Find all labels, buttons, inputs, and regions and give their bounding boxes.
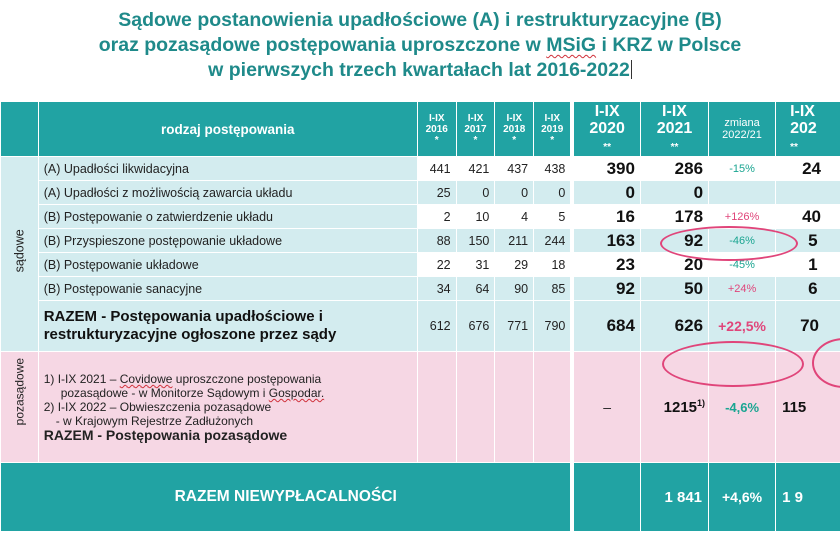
cell-2021: 286 bbox=[640, 157, 708, 181]
insolvency-table bbox=[0, 101, 840, 532]
title-msig-word: MSiG bbox=[546, 34, 597, 56]
total-2022: 70 bbox=[776, 301, 840, 352]
cell-2016: 88 bbox=[417, 229, 456, 253]
note-1c: uproszczone postępowania bbox=[172, 372, 322, 386]
header-2019-a: I-IX bbox=[544, 112, 561, 124]
cell-change: -46% bbox=[709, 229, 776, 253]
header-2016-b: 2016 bbox=[425, 123, 448, 135]
note-3: 2) I-IX 2022 – Obwieszczenia pozasądowe bbox=[43, 400, 272, 414]
cell-2017: 64 bbox=[456, 277, 495, 301]
total-2017: 676 bbox=[456, 301, 495, 352]
total-insolvency-row bbox=[1, 463, 840, 532]
header-2022-s: ** bbox=[790, 141, 798, 153]
poz-change: -4,6% bbox=[709, 352, 776, 463]
row-label: (A) Upadłości z możliwością zawarcia układu bbox=[38, 181, 417, 205]
total-insolvency-2020 bbox=[572, 463, 640, 532]
header-2021-b: 2021 bbox=[656, 119, 693, 137]
header-2020 bbox=[572, 102, 640, 157]
cell-change bbox=[709, 181, 776, 205]
cell-2016: 441 bbox=[417, 157, 456, 181]
row-label: (B) Postępowanie sanacyjne bbox=[38, 277, 417, 301]
cell-2022: 1 bbox=[776, 253, 840, 277]
note-2 bbox=[44, 386, 417, 400]
header-2017 bbox=[456, 102, 495, 157]
cell-2017: 0 bbox=[456, 181, 495, 205]
table-row bbox=[1, 157, 840, 181]
out-of-court-total-label: RAZEM - Postępowania pozasądowe bbox=[43, 427, 288, 443]
cell-2019: 0 bbox=[534, 181, 573, 205]
cell-2018: 4 bbox=[495, 205, 534, 229]
header-2017-b: 2017 bbox=[464, 123, 487, 135]
cell-2017: 10 bbox=[456, 205, 495, 229]
total-2016: 612 bbox=[417, 301, 456, 352]
title-line-2a: oraz pozasądowe postępowania uproszczone w bbox=[98, 34, 547, 56]
header-2021-a: I-IX bbox=[662, 102, 687, 120]
cell-2022: 6 bbox=[776, 277, 840, 301]
cell-2020: 390 bbox=[572, 157, 640, 181]
note-2a: pozasądowe - w Monitorze Sądowym i bbox=[60, 386, 269, 400]
table-row bbox=[1, 277, 840, 301]
total-2021: 626 bbox=[640, 301, 708, 352]
cell-change: +126% bbox=[709, 205, 776, 229]
row-label: (B) Przyspieszone postępowanie układowe bbox=[38, 229, 417, 253]
total-insolvency-2021: 1 841 bbox=[640, 463, 708, 532]
out-of-court-row bbox=[1, 352, 840, 463]
header-2020-a: I-IX bbox=[594, 102, 620, 120]
poz-2021-footnote: 1) bbox=[697, 398, 706, 408]
cell-2016: 2 bbox=[417, 205, 456, 229]
note-1-covid-word: Covidowe bbox=[119, 372, 173, 386]
cell-2017: 421 bbox=[456, 157, 495, 181]
poz-2019 bbox=[534, 352, 573, 463]
cell-2022: 24 bbox=[776, 157, 840, 181]
header-2022-a: I-IX bbox=[790, 102, 815, 120]
cell-2021: 178 bbox=[640, 205, 708, 229]
note-2-gospodar-word: Gospodar. bbox=[268, 386, 325, 400]
total-court-label bbox=[38, 301, 417, 352]
note-4: - w Krajowym Rejestrze Zadłużonych bbox=[55, 414, 254, 428]
cell-2020: 92 bbox=[572, 277, 640, 301]
total-2020: 684 bbox=[572, 301, 640, 352]
cell-2017: 31 bbox=[456, 253, 495, 277]
cell-change: +24% bbox=[709, 277, 776, 301]
cell-change: -45% bbox=[709, 253, 776, 277]
total-court-row bbox=[1, 301, 840, 352]
cell-2017: 150 bbox=[456, 229, 495, 253]
cell-2020: 0 bbox=[572, 181, 640, 205]
header-2019-b: 2019 bbox=[541, 123, 564, 135]
header-2018-b: 2018 bbox=[503, 123, 526, 135]
cell-2019: 5 bbox=[534, 205, 573, 229]
cell-2021: 20 bbox=[640, 253, 708, 277]
header-2020-b: 2020 bbox=[589, 119, 625, 137]
side-label-out-of-court-text: pozasądowe bbox=[12, 357, 27, 426]
poz-2018 bbox=[495, 352, 534, 463]
header-corner bbox=[1, 102, 39, 157]
cell-2016: 34 bbox=[417, 277, 456, 301]
out-of-court-text bbox=[39, 372, 417, 442]
total-court-label-2: restrukturyzacyjne ogłoszone przez sądy bbox=[43, 326, 337, 343]
side-label-out-of-court bbox=[1, 352, 39, 463]
header-2016 bbox=[417, 102, 456, 157]
cell-2019: 438 bbox=[534, 157, 573, 181]
header-change-a: zmiana bbox=[724, 117, 760, 129]
row-label: (A) Upadłości likwidacyjna bbox=[38, 157, 417, 181]
cell-2019: 18 bbox=[534, 253, 573, 277]
cell-2018: 0 bbox=[495, 181, 534, 205]
total-insolvency-2022: 1 9 bbox=[776, 463, 840, 532]
total-insolvency-change: +4,6% bbox=[709, 463, 776, 532]
header-2022-b: 202 bbox=[790, 119, 817, 137]
title-line-2 bbox=[0, 33, 840, 58]
title-line-2c: i KRZ w Polsce bbox=[596, 34, 742, 56]
cell-2020: 163 bbox=[572, 229, 640, 253]
note-1 bbox=[44, 372, 417, 386]
out-of-court-notes bbox=[38, 352, 417, 463]
header-2019 bbox=[534, 102, 573, 157]
side-label-court-text: sądowe bbox=[12, 229, 27, 273]
poz-2016 bbox=[417, 352, 456, 463]
header-2016-a: I-IX bbox=[428, 112, 445, 124]
cell-2016: 22 bbox=[417, 253, 456, 277]
table-row bbox=[1, 205, 840, 229]
header-change-b: 2022/21 bbox=[722, 129, 762, 141]
header-2018-a: I-IX bbox=[506, 112, 523, 124]
title-line-3 bbox=[0, 58, 840, 83]
poz-2021 bbox=[640, 352, 708, 463]
title-line-3-text: w pierwszych trzech kwartałach lat 2016-2022 bbox=[208, 59, 630, 81]
cell-2022: 40 bbox=[776, 205, 840, 229]
poz-2017 bbox=[456, 352, 495, 463]
header-2019-s: * bbox=[550, 134, 555, 146]
header-2018-s: * bbox=[512, 134, 517, 146]
cell-2020: 23 bbox=[572, 253, 640, 277]
cell-2018: 211 bbox=[495, 229, 534, 253]
header-2017-s: * bbox=[473, 134, 478, 146]
cell-2022: 5 bbox=[776, 229, 840, 253]
poz-2020: – bbox=[572, 352, 640, 463]
total-insolvency-label: RAZEM NIEWYPŁACALNOŚCI bbox=[1, 463, 573, 532]
table-row bbox=[1, 181, 840, 205]
header-2017-a: I-IX bbox=[467, 112, 484, 124]
note-1a: 1) I-IX 2021 – bbox=[43, 372, 120, 386]
cell-2021: 0 bbox=[640, 181, 708, 205]
cell-2022 bbox=[776, 181, 840, 205]
cell-2020: 16 bbox=[572, 205, 640, 229]
header-kind: rodzaj postępowania bbox=[38, 102, 417, 157]
header-2022 bbox=[776, 102, 840, 157]
cell-change: -15% bbox=[709, 157, 776, 181]
cell-2019: 85 bbox=[534, 277, 573, 301]
total-court-label-1: RAZEM - Postępowania upadłościowe i bbox=[43, 308, 323, 325]
side-label-court bbox=[1, 157, 39, 352]
total-change: +22,5% bbox=[709, 301, 776, 352]
header-2021-s: ** bbox=[670, 141, 679, 153]
row-label: (B) Postępowanie o zatwierdzenie układu bbox=[38, 205, 417, 229]
header-change bbox=[709, 102, 776, 157]
cell-2018: 29 bbox=[495, 253, 534, 277]
cell-2021: 50 bbox=[640, 277, 708, 301]
total-2019: 790 bbox=[534, 301, 573, 352]
poz-2021-value: 1215 bbox=[663, 399, 698, 416]
cell-2019: 244 bbox=[534, 229, 573, 253]
header-2020-s: ** bbox=[603, 141, 612, 153]
poz-2022: 115 bbox=[776, 352, 840, 463]
header-row bbox=[1, 102, 840, 157]
table-row bbox=[1, 229, 840, 253]
text-cursor bbox=[631, 60, 632, 79]
document-title bbox=[0, 8, 840, 83]
total-2018: 771 bbox=[495, 301, 534, 352]
table-row bbox=[1, 253, 840, 277]
header-2018 bbox=[495, 102, 534, 157]
header-2016-s: * bbox=[434, 134, 439, 146]
cell-2021: 92 bbox=[640, 229, 708, 253]
cell-2018: 90 bbox=[495, 277, 534, 301]
row-label: (B) Postępowanie układowe bbox=[38, 253, 417, 277]
title-line-1: Sądowe postanowienia upadłościowe (A) i restrukturyzacyjne (B) bbox=[118, 9, 722, 31]
cell-2018: 437 bbox=[495, 157, 534, 181]
header-2021 bbox=[640, 102, 708, 157]
cell-2016: 25 bbox=[417, 181, 456, 205]
